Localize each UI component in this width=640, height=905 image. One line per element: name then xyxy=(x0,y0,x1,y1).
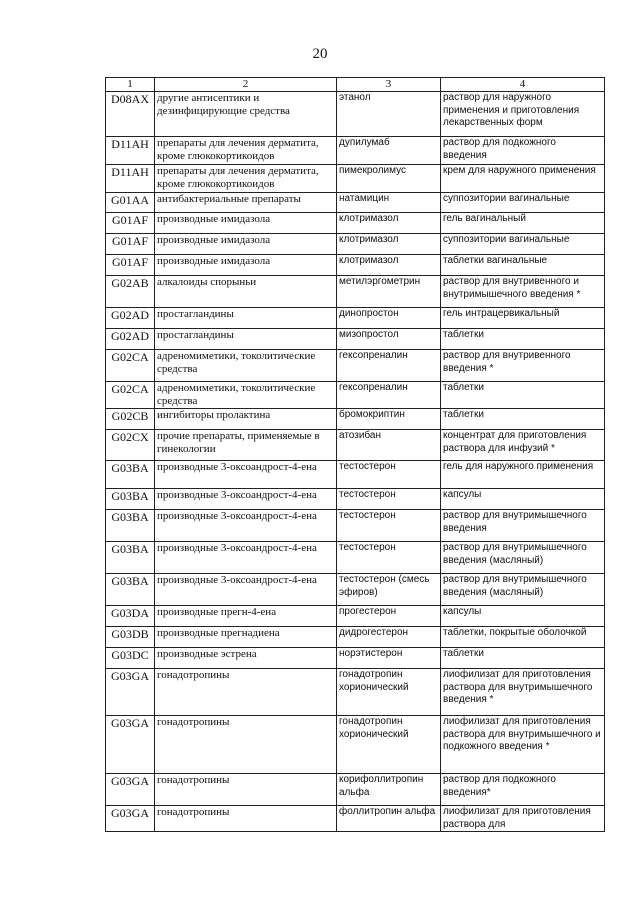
drug-class-cell: гонадотропины xyxy=(155,669,337,716)
table-row xyxy=(106,430,605,461)
substance-cell: тестостерон xyxy=(337,542,441,574)
table-row xyxy=(106,716,605,774)
table-row xyxy=(106,382,605,409)
table-row xyxy=(106,648,605,669)
atc-code-cell: G01AF xyxy=(106,255,155,276)
table-row xyxy=(106,606,605,627)
drug-class-cell: адреномиметики, токолитические средства xyxy=(155,382,337,409)
column-header: 2 xyxy=(155,78,337,92)
substance-cell: атозибан xyxy=(337,430,441,461)
atc-code-cell: D11AH xyxy=(106,165,155,193)
drug-class-cell: другие антисептики и дезинфицирующие средства xyxy=(155,92,337,137)
substance-cell: мизопростол xyxy=(337,329,441,350)
dosage-form-cell: раствор для подкожного введения* xyxy=(441,774,605,806)
substance-cell: клотримазол xyxy=(337,255,441,276)
dosage-form-cell: лиофилизат для приготовления раствора для внутримышечного введения * xyxy=(441,669,605,716)
substance-cell: гонадотропин хорионический xyxy=(337,716,441,774)
table-row xyxy=(106,165,605,193)
substance-cell: клотримазол xyxy=(337,213,441,234)
column-header: 4 xyxy=(441,78,605,92)
column-header: 3 xyxy=(337,78,441,92)
drug-class-cell: антибактериальные препараты xyxy=(155,193,337,213)
substance-cell: клотримазол xyxy=(337,234,441,255)
dosage-form-cell: таблетки вагинальные xyxy=(441,255,605,276)
dosage-form-cell: концентрат для приготовления раствора для инфузий * xyxy=(441,430,605,461)
atc-code-cell: G01AA xyxy=(106,193,155,213)
table-row xyxy=(106,308,605,329)
dosage-form-cell: таблетки xyxy=(441,648,605,669)
drug-class-cell: производные эстрена xyxy=(155,648,337,669)
table-header-row xyxy=(106,78,605,92)
table-row xyxy=(106,510,605,542)
table-row xyxy=(106,806,605,832)
atc-code-cell: G03DC xyxy=(106,648,155,669)
substance-cell: метилэргометрин xyxy=(337,276,441,308)
table-row xyxy=(106,213,605,234)
dosage-form-cell: раствор для подкожного введения xyxy=(441,137,605,165)
atc-code-cell: G03GA xyxy=(106,774,155,806)
substance-cell: фоллитропин альфа xyxy=(337,806,441,832)
atc-code-cell: G03GA xyxy=(106,716,155,774)
table-row xyxy=(106,137,605,165)
table-row xyxy=(106,461,605,489)
column-header: 1 xyxy=(106,78,155,92)
substance-cell: этанол xyxy=(337,92,441,137)
drug-class-cell: производные 3-оксоандрост-4-ена xyxy=(155,542,337,574)
atc-code-cell: G01AF xyxy=(106,234,155,255)
dosage-form-cell: раствор для внутримышечного введения (масляный) xyxy=(441,574,605,606)
drug-class-cell: гонадотропины xyxy=(155,774,337,806)
drug-class-cell: производные имидазола xyxy=(155,213,337,234)
substance-cell: гексопреналин xyxy=(337,350,441,382)
atc-code-cell: G03BA xyxy=(106,542,155,574)
table-row xyxy=(106,542,605,574)
table-row xyxy=(106,92,605,137)
drug-class-cell: гонадотропины xyxy=(155,716,337,774)
substance-cell: тестостерон xyxy=(337,510,441,542)
table-row xyxy=(106,574,605,606)
drug-class-cell: производные имидазола xyxy=(155,234,337,255)
atc-code-cell: D11AH xyxy=(106,137,155,165)
dosage-form-cell: лиофилизат для приготовления раствора для xyxy=(441,806,605,832)
drug-class-cell: препараты для лечения дерматита, кроме глюкокортикоидов xyxy=(155,165,337,193)
table-row xyxy=(106,409,605,430)
dosage-form-cell: гель вагинальный xyxy=(441,213,605,234)
dosage-form-cell: раствор для внутримышечного введения (масляный) xyxy=(441,542,605,574)
atc-code-cell: G01AF xyxy=(106,213,155,234)
dosage-form-cell: раствор для внутривенного и внутримышечного введения * xyxy=(441,276,605,308)
atc-code-cell: G03BA xyxy=(106,489,155,510)
dosage-form-cell: капсулы xyxy=(441,489,605,510)
page-number: 20 xyxy=(312,46,328,62)
drug-class-cell: ингибиторы пролактина xyxy=(155,409,337,430)
substance-cell: гонадотропин хорионический xyxy=(337,669,441,716)
atc-code-cell: G03BA xyxy=(106,461,155,489)
atc-code-cell: G02CA xyxy=(106,350,155,382)
drug-class-cell: производные 3-оксоандрост-4-ена xyxy=(155,510,337,542)
substance-cell: гексопреналин xyxy=(337,382,441,409)
table-row xyxy=(106,669,605,716)
table-row xyxy=(106,193,605,213)
dosage-form-cell: таблетки xyxy=(441,329,605,350)
dosage-form-cell: гель для наружного применения xyxy=(441,461,605,489)
table-row xyxy=(106,350,605,382)
drug-class-cell: адреномиметики, токолитические средства xyxy=(155,350,337,382)
substance-cell: динопростон xyxy=(337,308,441,329)
medication-table xyxy=(105,77,605,832)
substance-cell: тестостерон (смесь эфиров) xyxy=(337,574,441,606)
dosage-form-cell: капсулы xyxy=(441,606,605,627)
table-row xyxy=(106,774,605,806)
drug-class-cell: простагландины xyxy=(155,308,337,329)
drug-class-cell: производные 3-оксоандрост-4-ена xyxy=(155,574,337,606)
table-row xyxy=(106,329,605,350)
table-row xyxy=(106,627,605,648)
atc-code-cell: G02AB xyxy=(106,276,155,308)
substance-cell: тестостерон xyxy=(337,461,441,489)
drug-class-cell: алкалоиды спорыньи xyxy=(155,276,337,308)
dosage-form-cell: раствор для внутримышечного введения xyxy=(441,510,605,542)
atc-code-cell: G03GA xyxy=(106,669,155,716)
atc-code-cell: G03BA xyxy=(106,574,155,606)
substance-cell: дупилумаб xyxy=(337,137,441,165)
substance-cell: дидрогестерон xyxy=(337,627,441,648)
drug-class-cell: гонадотропины xyxy=(155,806,337,832)
substance-cell: тестостерон xyxy=(337,489,441,510)
dosage-form-cell: раствор для наружного применения и приготовления лекарственных форм xyxy=(441,92,605,137)
atc-code-cell: G03DA xyxy=(106,606,155,627)
table-row xyxy=(106,276,605,308)
substance-cell: норэтистерон xyxy=(337,648,441,669)
drug-class-cell: производные прегн-4-ена xyxy=(155,606,337,627)
atc-code-cell: G02AD xyxy=(106,308,155,329)
atc-code-cell: G03BA xyxy=(106,510,155,542)
drug-class-cell: производные имидазола xyxy=(155,255,337,276)
atc-code-cell: G02CX xyxy=(106,430,155,461)
substance-cell: бромокриптин xyxy=(337,409,441,430)
drug-class-cell: простагландины xyxy=(155,329,337,350)
substance-cell: натамицин xyxy=(337,193,441,213)
table-row xyxy=(106,234,605,255)
dosage-form-cell: таблетки xyxy=(441,409,605,430)
drug-class-cell: производные прегнадиена xyxy=(155,627,337,648)
dosage-form-cell: таблетки xyxy=(441,382,605,409)
substance-cell: корифоллитропин альфа xyxy=(337,774,441,806)
dosage-form-cell: гель интрацервикальный xyxy=(441,308,605,329)
dosage-form-cell: крем для наружного применения xyxy=(441,165,605,193)
dosage-form-cell: суппозитории вагинальные xyxy=(441,234,605,255)
atc-code-cell: G02CA xyxy=(106,382,155,409)
table-row xyxy=(106,255,605,276)
drug-class-cell: производные 3-оксоандрост-4-ена xyxy=(155,461,337,489)
drug-class-cell: прочие препараты, применяемые в гинекологии xyxy=(155,430,337,461)
dosage-form-cell: раствор для внутривенного введения * xyxy=(441,350,605,382)
atc-code-cell: D08AX xyxy=(106,92,155,137)
substance-cell: прогестерон xyxy=(337,606,441,627)
atc-code-cell: G03GA xyxy=(106,806,155,832)
dosage-form-cell: лиофилизат для приготовления раствора для внутримышечного и подкожного введения * xyxy=(441,716,605,774)
atc-code-cell: G02CB xyxy=(106,409,155,430)
drug-class-cell: производные 3-оксоандрост-4-ена xyxy=(155,489,337,510)
atc-code-cell: G03DB xyxy=(106,627,155,648)
dosage-form-cell: таблетки, покрытые оболочкой xyxy=(441,627,605,648)
table-row xyxy=(106,489,605,510)
dosage-form-cell: суппозитории вагинальные xyxy=(441,193,605,213)
substance-cell: пимекролимус xyxy=(337,165,441,193)
drug-class-cell: препараты для лечения дерматита, кроме глюкокортикоидов xyxy=(155,137,337,165)
atc-code-cell: G02AD xyxy=(106,329,155,350)
